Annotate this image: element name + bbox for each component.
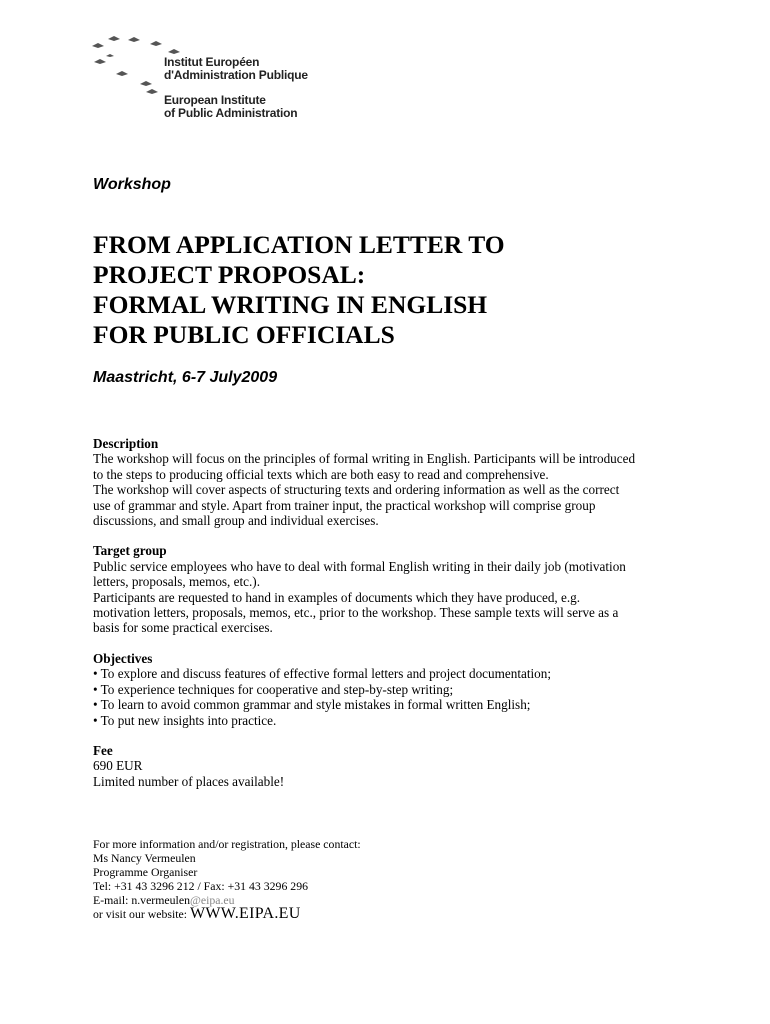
star-mark-icon (94, 59, 106, 64)
section-heading: Fee (93, 742, 113, 758)
title-line: FORMAL WRITING IN ENGLISH (93, 290, 488, 319)
paragraph-line: to the steps to producing official texts which are both easy to read and comprehensive. (93, 466, 549, 482)
section-description (93, 436, 693, 528)
website-label: or visit our website: (93, 907, 190, 921)
title-line: FOR PUBLIC OFFICIALS (93, 320, 395, 349)
title-line: FROM APPLICATION LETTER TO (93, 230, 505, 259)
paragraph-line: use of grammar and style. Apart from trainer input, the practical workshop will comprise group (93, 497, 596, 513)
contact-block (93, 837, 361, 921)
section-fee (93, 743, 693, 789)
section-objectives (93, 651, 693, 728)
objective-item: • To experience techniques for cooperative and step-by-step writing; (93, 681, 454, 697)
paragraph-line: Participants are requested to hand in examples of documents which they have produced, e.g. (93, 589, 581, 605)
star-mark-icon (150, 41, 162, 46)
logo-line: Institut Européen (164, 55, 260, 69)
objective-item: • To put new insights into practice. (93, 712, 277, 728)
fee-note: Limited number of places available! (93, 773, 285, 789)
logo-text-english (164, 94, 297, 120)
star-mark-icon (128, 37, 140, 42)
paragraph-line: discussions, and small group and individual exercises. (93, 513, 379, 529)
contact-phone: Tel: +31 43 3296 212 / Fax: +31 43 3296 296 (93, 879, 308, 893)
document-body (93, 436, 693, 804)
paragraph-line: The workshop will cover aspects of structuring texts and ordering information as well as the correct (93, 482, 620, 498)
paragraph-line: motivation letters, proposals, memos, etc., prior to the workshop. These sample texts will serve as a (93, 605, 619, 621)
logo-line: d'Administration Publique (164, 68, 308, 82)
document-title (93, 230, 505, 350)
contact-intro: For more information and/or registration, please contact: (93, 837, 361, 851)
logo-line: European Institute (164, 93, 266, 107)
paragraph-line: basis for some practical exercises. (93, 620, 273, 636)
star-mark-icon (168, 49, 180, 54)
paragraph-line: The workshop will focus on the principles of formal writing in English. Participants will be introduced (93, 451, 636, 467)
paragraph-line: Public service employees who have to deal with formal English writing in their daily job (motivation (93, 558, 626, 574)
fee-amount: 690 EUR (93, 758, 143, 774)
website-link[interactable]: WWW.EIPA.EU (190, 905, 301, 922)
star-mark-icon (140, 81, 152, 86)
contact-website-line (93, 907, 361, 921)
star-mark-icon (92, 43, 104, 48)
section-target-group (93, 543, 693, 635)
document-kicker: Workshop (93, 176, 171, 193)
objective-item: • To explore and discuss features of effective formal letters and project documentation; (93, 666, 552, 682)
star-mark-icon (116, 71, 128, 76)
section-heading: Target group (93, 543, 167, 559)
contact-name: Ms Nancy Vermeulen (93, 851, 196, 865)
section-heading: Objectives (93, 650, 153, 666)
star-mark-icon (146, 89, 158, 94)
objective-item: • To learn to avoid common grammar and style mistakes in formal written English; (93, 697, 531, 713)
contact-role: Programme Organiser (93, 865, 198, 879)
section-heading: Description (93, 436, 159, 451)
title-line: PROJECT PROPOSAL: (93, 260, 366, 289)
star-mark-icon (108, 36, 120, 41)
email-domain: @eipa.eu (189, 893, 235, 907)
star-mark-icon (106, 54, 114, 57)
email-user: E-mail: n.vermeulen (93, 893, 190, 907)
paragraph-line: letters, proposals, memos, etc.). (93, 574, 261, 590)
logo-line: of Public Administration (164, 106, 298, 120)
place-date: Maastricht, 6-7 July2009 (93, 369, 278, 386)
logo-text-french (164, 56, 308, 82)
